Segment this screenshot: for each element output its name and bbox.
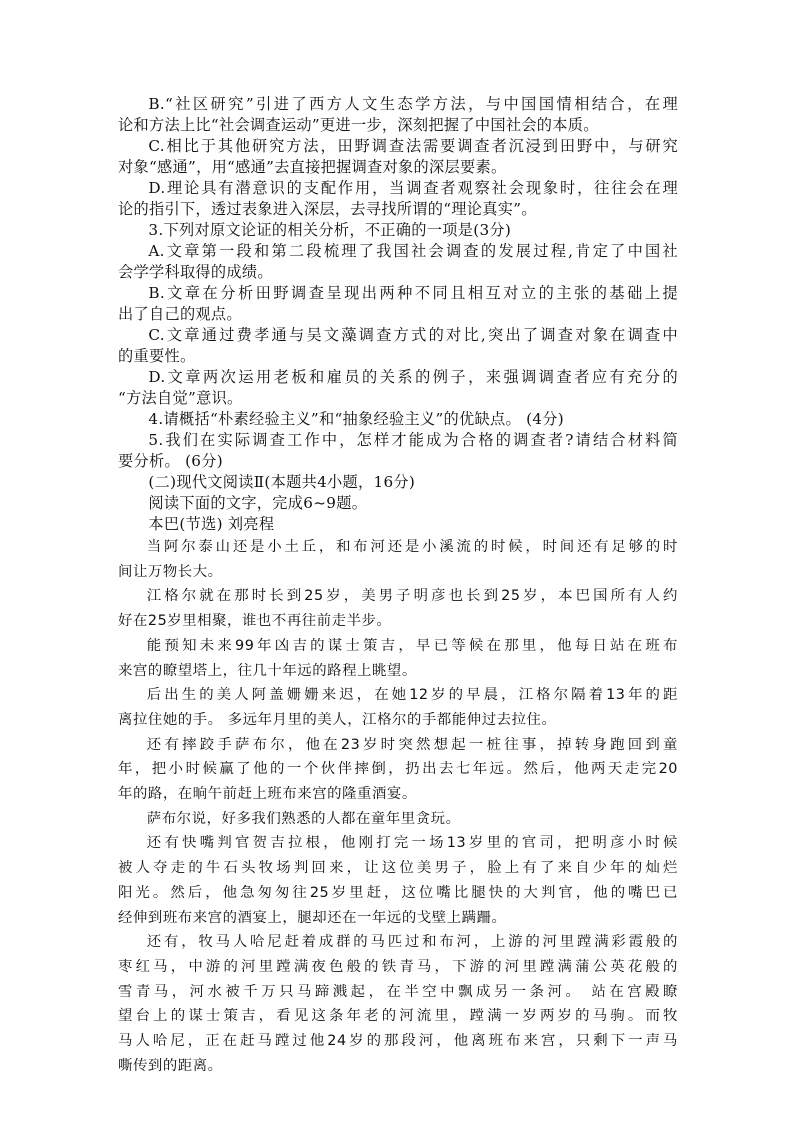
passage-para8-line4: 望台上的谋士策吉，看见这条年老的河流里，蹚满一岁两岁的马驹。而牧 [118, 1008, 678, 1025]
q3-option-a-line2: 会学学科取得的成绩。 [118, 263, 273, 281]
q3-option-a-line1: A.文章第一段和第二段梳理了我国社会调查的发展过程,肯定了中国社 [148, 242, 678, 260]
section2-instruction: 阅读下面的文字，完成6~9题。 [148, 494, 368, 512]
passage-para5-line1: 还有摔跤手萨布尔，他在23岁时突然想起一桩往事，掉转身跑回到童 [146, 736, 678, 753]
q5-stem-line2: 要分析。 (6分) [118, 452, 223, 470]
passage-para1-line2: 间让万物长大。 [118, 563, 223, 580]
passage-para5-line2: 年，把小时候赢了他的一个伙伴摔倒，扔出去七年远。然后，他两天走完20 [118, 761, 678, 778]
passage-para8-line1: 还有，牧马人哈尼赶着成群的马匹过和布河，上游的河里蹚满彩霞般的 [146, 934, 678, 951]
passage-para8-line2: 枣红马，中游的河里蹚满夜色般的铁青马，下游的河里蹚满蒲公英花般的 [118, 958, 678, 975]
q3-option-b-line2: 出了自己的观点。 [118, 305, 242, 323]
passage-para2-line1: 江格尔就在那时长到25岁，美男子明彦也长到25岁，本巴国所有人约 [146, 588, 678, 605]
passage-para6-line1: 萨布尔说，好多我们熟悉的人都在童年里贪玩。 [146, 810, 461, 827]
passage-para2-line2: 好在25岁里相聚，谁也不再往前走半步。 [118, 613, 392, 630]
passage-para7-line1: 还有快嘴判官贺吉拉根，他刚打完一场13岁里的官司，把明彦小时候 [146, 835, 678, 852]
passage-para3-line2: 来宫的瞭望塔上，往几十年远的路程上眺望。 [118, 662, 417, 679]
q5-stem-line1: 5.我们在实际调查工作中，怎样才能成为合格的调查者?请结合材料简 [148, 431, 678, 449]
passage-para1-line1: 当阿尔泰山还是小土丘，和布河还是小溪流的时候，时间还有足够的时 [146, 539, 678, 555]
q3-option-d-line2: “方法自觉”意识。 [118, 389, 243, 407]
passage-para8-line3: 雪青马，河水被千万只马蹄溅起，在半空中飘成另一条河。 站在宫殿瞭 [118, 983, 678, 1000]
passage-para3-line1: 能预知未来99年凶吉的谋士策吉，早已等候在那里，他每日站在班布 [146, 637, 678, 654]
q2-option-c-line1: C.相比于其他研究方法，田野调查法需要调查者沉浸到田野中，与研究 [148, 137, 678, 155]
q3-option-d-line1: D.文章两次运用老板和雇员的关系的例子，来强调调查者应有充分的 [148, 368, 678, 386]
passage-para4-line1: 后出生的美人阿盖姗姗来迟，在她12岁的早晨，江格尔隔着13年的距 [146, 687, 678, 704]
q2-option-d-line1: D.理论具有潜意识的支配作用，当调查者观察社会现象时，往往会在理 [148, 179, 678, 197]
passage-para7-line4: 经伸到班布来宫的酒宴上，腿却还在一年远的戈壁上蹒跚。 [118, 909, 507, 926]
q2-option-b-line2: 论和方法上比“社会调查运动”更进一步，深刻把握了中国社会的本质。 [118, 116, 599, 134]
exam-page [118, 94, 678, 1078]
q4-stem: 4.请概括“朴素经验主义”和“抽象经验主义”的优缺点。 (4分) [148, 410, 565, 428]
passage-para8-line6: 嘶传到的距离。 [118, 1057, 223, 1074]
q3-stem: 3.下列对原文论证的相关分析，不正确的一项是(3分) [148, 221, 512, 239]
passage-para4-line2: 离拉住她的手。 多远年月里的美人，江格尔的手都能伸过去拉住。 [118, 711, 557, 728]
passage-para5-line3: 年的路，在晌午前赶上班布来宫的隆重酒宴。 [118, 786, 417, 803]
q3-option-c-line2: 的重要性。 [118, 347, 196, 365]
q3-option-c-line1: C.文章通过费孝通与吴文藻调查方式的对比,突出了调查对象在调查中 [148, 326, 678, 344]
passage-para7-line3: 阳光。然后，他急匆匆往25岁里赶，这位嘴比腿快的大判官，他的嘴巴已 [118, 884, 678, 901]
q2-option-d-line2: 论的指引下，透过表象进入深层，去寻找所谓的“理论真实”。 [118, 200, 537, 218]
reading-passage [118, 535, 678, 1078]
passage-title: 本巴(节选) 刘亮程 [148, 515, 275, 533]
q2-option-c-line2: 对象“感通”，用“感通”去直接把握调查对象的深层要素。 [118, 158, 507, 176]
q3-option-b-line1: B.文章在分析田野调查呈现出两种不同且相互对立的主张的基础上提 [148, 284, 678, 302]
passage-para7-line2: 被人夺走的牛石头牧场判回来，让这位美男子，脸上有了来自少年的灿烂 [118, 860, 678, 877]
q2-option-b-line1: B.“社区研究”引进了西方人文生态学方法，与中国国情相结合，在理 [148, 95, 678, 113]
questions-section [118, 94, 678, 535]
section2-heading: (二)现代文阅读Ⅱ(本题共4小题，16分) [148, 473, 416, 491]
passage-para8-line5: 马人哈尼，正在赶马蹚过他24岁的那段河，他离班布来宫，只剩下一声马 [118, 1033, 678, 1050]
